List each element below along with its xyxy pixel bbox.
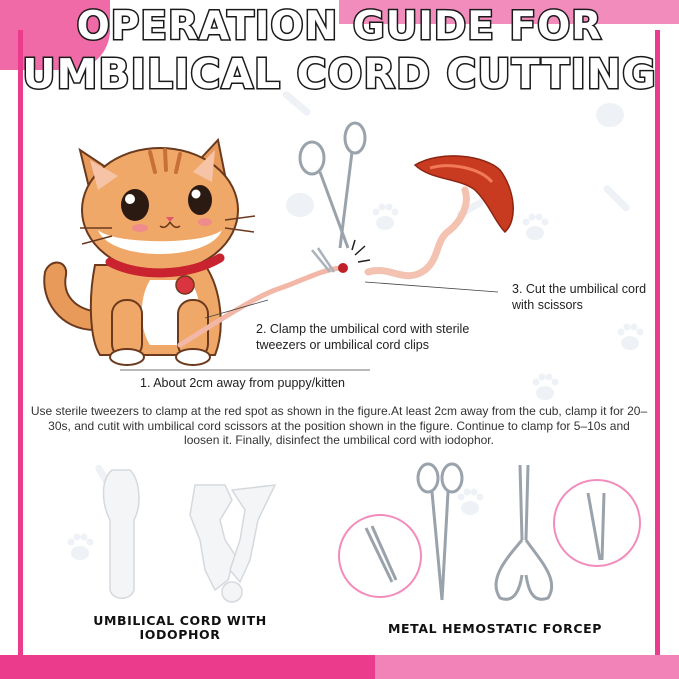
clamp-spot-marker: [338, 263, 348, 273]
hemostatic-forceps-illustration: [418, 464, 552, 600]
caption-umbilical-cord: UMBILICAL CORD WITH IODOPHOR: [93, 613, 267, 642]
zoom-circle-forceps: [554, 480, 640, 566]
umbilical-clamp-illustration: [104, 470, 276, 602]
page-title-line2: UMBILICAL CORD CUTTING: [22, 50, 657, 98]
step3-leader-line: [365, 282, 498, 292]
instruction-paragraph: Use sterile tweezers to clamp at the red spot as shown in the figure.At least 2cm away from the cub, clamp it for 20–30s, and cutit with umbilical cord scissors at the position shown in the figure. Continue to clamp for 5–10s and loosen it. Finally, disinfect the umbilical cord with iodophor.: [30, 404, 648, 447]
cat-illustration: [44, 140, 255, 365]
step3-label: 3. Cut the umbilical cord with scissors: [512, 282, 647, 312]
step2-label: 2. Clamp the umbilical cord with sterile tweezers or umbilical cord clips: [256, 322, 470, 352]
caption-hemostatic-forcep: METAL HEMOSTATIC FORCEP: [387, 621, 603, 636]
tweezers-icon: [312, 248, 334, 272]
placenta-illustration: [368, 156, 513, 276]
step1-label: 1. About 2cm away from puppy/kitten: [140, 376, 345, 390]
cut-mark-icon: [352, 240, 370, 262]
scissors-icon: [300, 123, 365, 248]
page-title-line1: OPERATION GUIDE FOR: [76, 4, 603, 49]
